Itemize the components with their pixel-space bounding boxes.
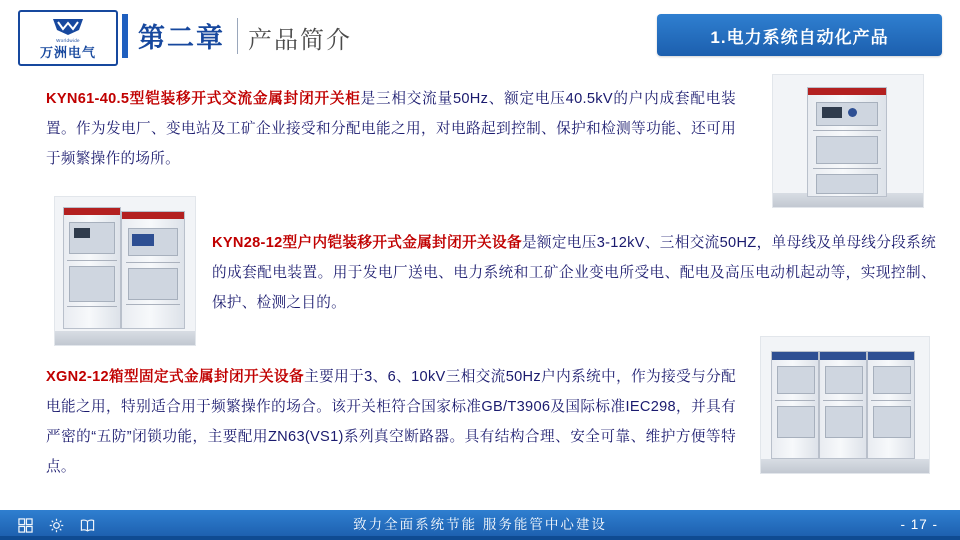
cabinet-seam-1 [126, 262, 181, 263]
cabinet-top-band [772, 352, 818, 360]
paragraph-kyn61-text: 是三相交流量50Hz、额定电压40.5kV的户内成套配电装置。作为发电厂、变电站及工矿企业接受和分配电能之用，对电路起到控制、保护和检测等功能、还可用于频繁操作的场所。 [46, 91, 736, 167]
photo-floor [761, 459, 929, 473]
cabinet-indicator [848, 108, 857, 117]
kyn61-switchgear-photo [772, 74, 924, 208]
cabinet-top-band [820, 352, 866, 360]
cabinet-top-band [868, 352, 914, 360]
cabinet-panel-upper [873, 366, 911, 394]
cabinet-display [822, 107, 842, 118]
logo-english-text: Worldwide [56, 38, 80, 44]
chapter-title: 第二章 [138, 23, 225, 53]
cabinet-top-band [64, 208, 120, 215]
cabinet-seam-2 [67, 306, 116, 307]
title-divider [237, 18, 238, 54]
paragraph-xgn2-text: 主要用于3、6、10kV三相交流50Hz户内系统中，作为接受与分配电能之用，特别适合用于频繁操作的场合。该开关柜符合国家标准GB/T3906及国际标准IEC298，并具有严密的“五防”闭锁功能，主要配用ZN63(VS1)系列真空断路器。具有结构合理、安全可靠、维护方便等特点。 [46, 369, 736, 475]
slide-header [0, 0, 960, 72]
cabinet-seam-2 [813, 168, 882, 169]
cabinet-panel-upper [69, 222, 115, 254]
cabinet-seam-1 [775, 400, 816, 401]
page-number: - 17 - [900, 517, 938, 532]
section-tag [657, 14, 942, 56]
cabinet-top-band [808, 88, 886, 95]
cabinet-unit-2 [819, 351, 867, 459]
cabinet-seam-1 [871, 400, 912, 401]
cabinet-panel-mid [69, 266, 115, 302]
logo-mark-icon [51, 17, 85, 37]
chapter-accent-bar [122, 14, 128, 58]
cabinet-right [121, 211, 185, 329]
cabinet-seam-1 [813, 130, 882, 131]
xgn2-switchgear-photo [760, 336, 930, 474]
cabinet-display [74, 228, 90, 238]
cabinet-panel-mid [825, 406, 863, 438]
footer-slogan: 致力全面系统节能 服务能管中心建设 [353, 517, 607, 532]
cabinet-top-band [122, 212, 184, 219]
product-name-kyn61: KYN61-40.5型铠装移开式交流金属封闭开关柜 [46, 91, 361, 107]
logo-chinese-text: 万洲电气 [39, 44, 96, 60]
cabinet-unit-1 [771, 351, 819, 459]
company-logo [18, 10, 118, 66]
paragraph-kyn61 [46, 84, 736, 174]
cabinet-panel-mid [816, 136, 878, 164]
product-name-xgn2: XGN2-12箱型固定式金属封闭开关设备 [46, 369, 305, 385]
cabinet-body [807, 87, 887, 197]
cabinet-left [63, 207, 121, 329]
chapter-subtitle: 产品简介 [248, 27, 352, 54]
cabinet-panel-lower [816, 174, 878, 194]
cabinet-panel-upper [825, 366, 863, 394]
product-name-kyn28: KYN28-12型户内铠装移开式金属封闭开关设备 [212, 235, 522, 251]
kyn28-switchgear-photo [54, 196, 196, 346]
cabinet-panel-mid [128, 268, 178, 300]
section-tag-label: 1.电力系统自动化产品 [710, 27, 889, 47]
paragraph-xgn2 [46, 362, 736, 482]
bottom-strip [0, 536, 960, 540]
cabinet-unit-3 [867, 351, 915, 459]
cabinet-seam-1 [823, 400, 864, 401]
cabinet-seam-2 [126, 304, 181, 305]
paragraph-kyn28-text: 是额定电压3-12kV、三相交流50HZ，单母线及单母线分段系统的成套配电装置。用于发电厂送电、电力系统和工矿企业变电所受电、配电及高压电动机起动等，实现控制、保护、检测之目的。 [212, 235, 937, 311]
paragraph-kyn28 [212, 228, 936, 318]
cabinet-panel-mid [873, 406, 911, 438]
cabinet-panel-upper [777, 366, 815, 394]
cabinet-seam-1 [67, 260, 116, 261]
cabinet-label-plate [132, 234, 154, 246]
cabinet-panel-mid [777, 406, 815, 438]
photo-floor [55, 331, 195, 345]
